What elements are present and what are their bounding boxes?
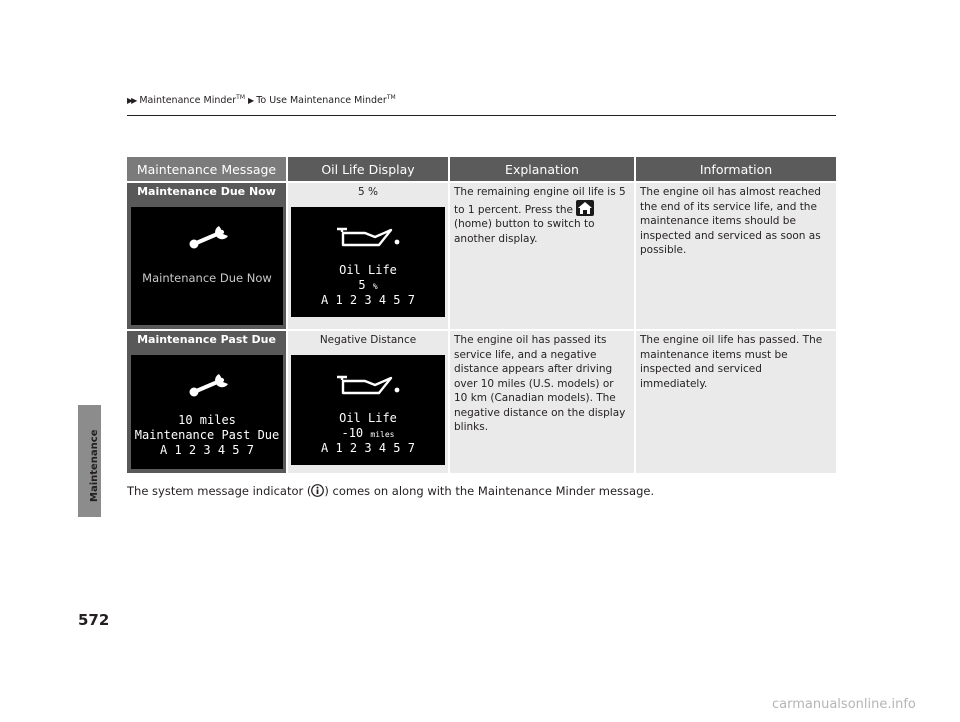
oil-life-label: Oil Life <box>339 263 397 277</box>
message-label: Maintenance Due Now <box>137 185 276 198</box>
breadcrumb <box>127 94 396 106</box>
oil-display-text: 5 % <box>358 186 378 198</box>
header-explanation: Explanation <box>450 157 634 181</box>
oil-screen-past-due <box>291 355 445 465</box>
trademark: TM <box>236 94 245 101</box>
breadcrumb-item-maintenance-minder[interactable]: Maintenance Minder <box>139 95 237 107</box>
footnote-text-part2: ) comes on along with the Maintenance Minder message. <box>324 484 655 498</box>
oil-life-value: 5 <box>358 278 366 292</box>
watermark: carmanualsonline.info <box>772 697 916 712</box>
oil-life-unit: miles <box>370 430 395 439</box>
message-label: Maintenance Past Due <box>137 333 276 346</box>
maintenance-code: A 1 2 3 4 5 7 <box>321 293 415 307</box>
oil-display-text: Negative Distance <box>319 334 417 346</box>
maintenance-code: A 1 2 3 4 5 7 <box>321 441 415 455</box>
screen-message-text: Maintenance Due Now <box>142 271 272 285</box>
oil-can-icon <box>335 225 401 249</box>
oil-life-unit: % <box>372 282 378 291</box>
home-icon <box>576 200 594 216</box>
wrench-icon <box>185 225 231 251</box>
breadcrumb-arrow-icon: ▶▶ <box>127 96 136 106</box>
message-screen-due-now <box>131 207 283 325</box>
trademark: TM <box>386 94 396 101</box>
oil-screen-due-now <box>291 207 445 317</box>
maintenance-code: A 1 2 3 4 5 7 <box>160 443 254 457</box>
screen-distance-text: 10 miles <box>178 413 236 427</box>
page-number: 572 <box>78 611 110 629</box>
oil-life-value-line <box>291 278 445 294</box>
oil-can-icon <box>335 373 401 397</box>
screen-message-text: Maintenance Past Due <box>134 428 280 442</box>
info-indicator-icon <box>311 484 324 497</box>
explanation-cell-due-now <box>450 183 634 329</box>
footnote-text-part1: The system message indicator ( <box>127 484 312 498</box>
explanation-text-part1: The remaining engine oil life is 5 to 1 percent. Press the <box>454 186 626 216</box>
breadcrumb-arrow-icon: ▶ <box>248 96 253 106</box>
wrench-icon <box>185 373 231 399</box>
information-cell-due-now: The engine oil has almost reached the end of its service life, and the maintenance items should be inspected and serviced as soon as possible. <box>636 183 836 329</box>
oil-life-label: Oil Life <box>339 411 397 425</box>
oil-life-value-line <box>291 426 445 442</box>
header-maintenance-message: Maintenance Message <box>127 157 286 181</box>
explanation-text-part2: (home) button to switch to another display. <box>454 218 595 245</box>
oil-life-value: -10 <box>341 426 364 440</box>
header-information: Information <box>636 157 836 181</box>
explanation-cell-past-due: The engine oil has passed its service life, and a negative distance appears after driving over 10 miles (U.S. models) or 10 km (Canadian models). The negative distance on the display blinks. <box>450 331 634 473</box>
message-screen-past-due <box>131 355 283 469</box>
breadcrumb-item-to-use[interactable]: To Use Maintenance Minder <box>256 95 387 107</box>
header-oil-life-display: Oil Life Display <box>288 157 448 181</box>
header-rule <box>127 115 836 116</box>
information-cell-past-due: The engine oil life has passed. The maintenance items must be inspected and serviced immediately. <box>636 331 836 473</box>
footnote <box>127 484 654 498</box>
